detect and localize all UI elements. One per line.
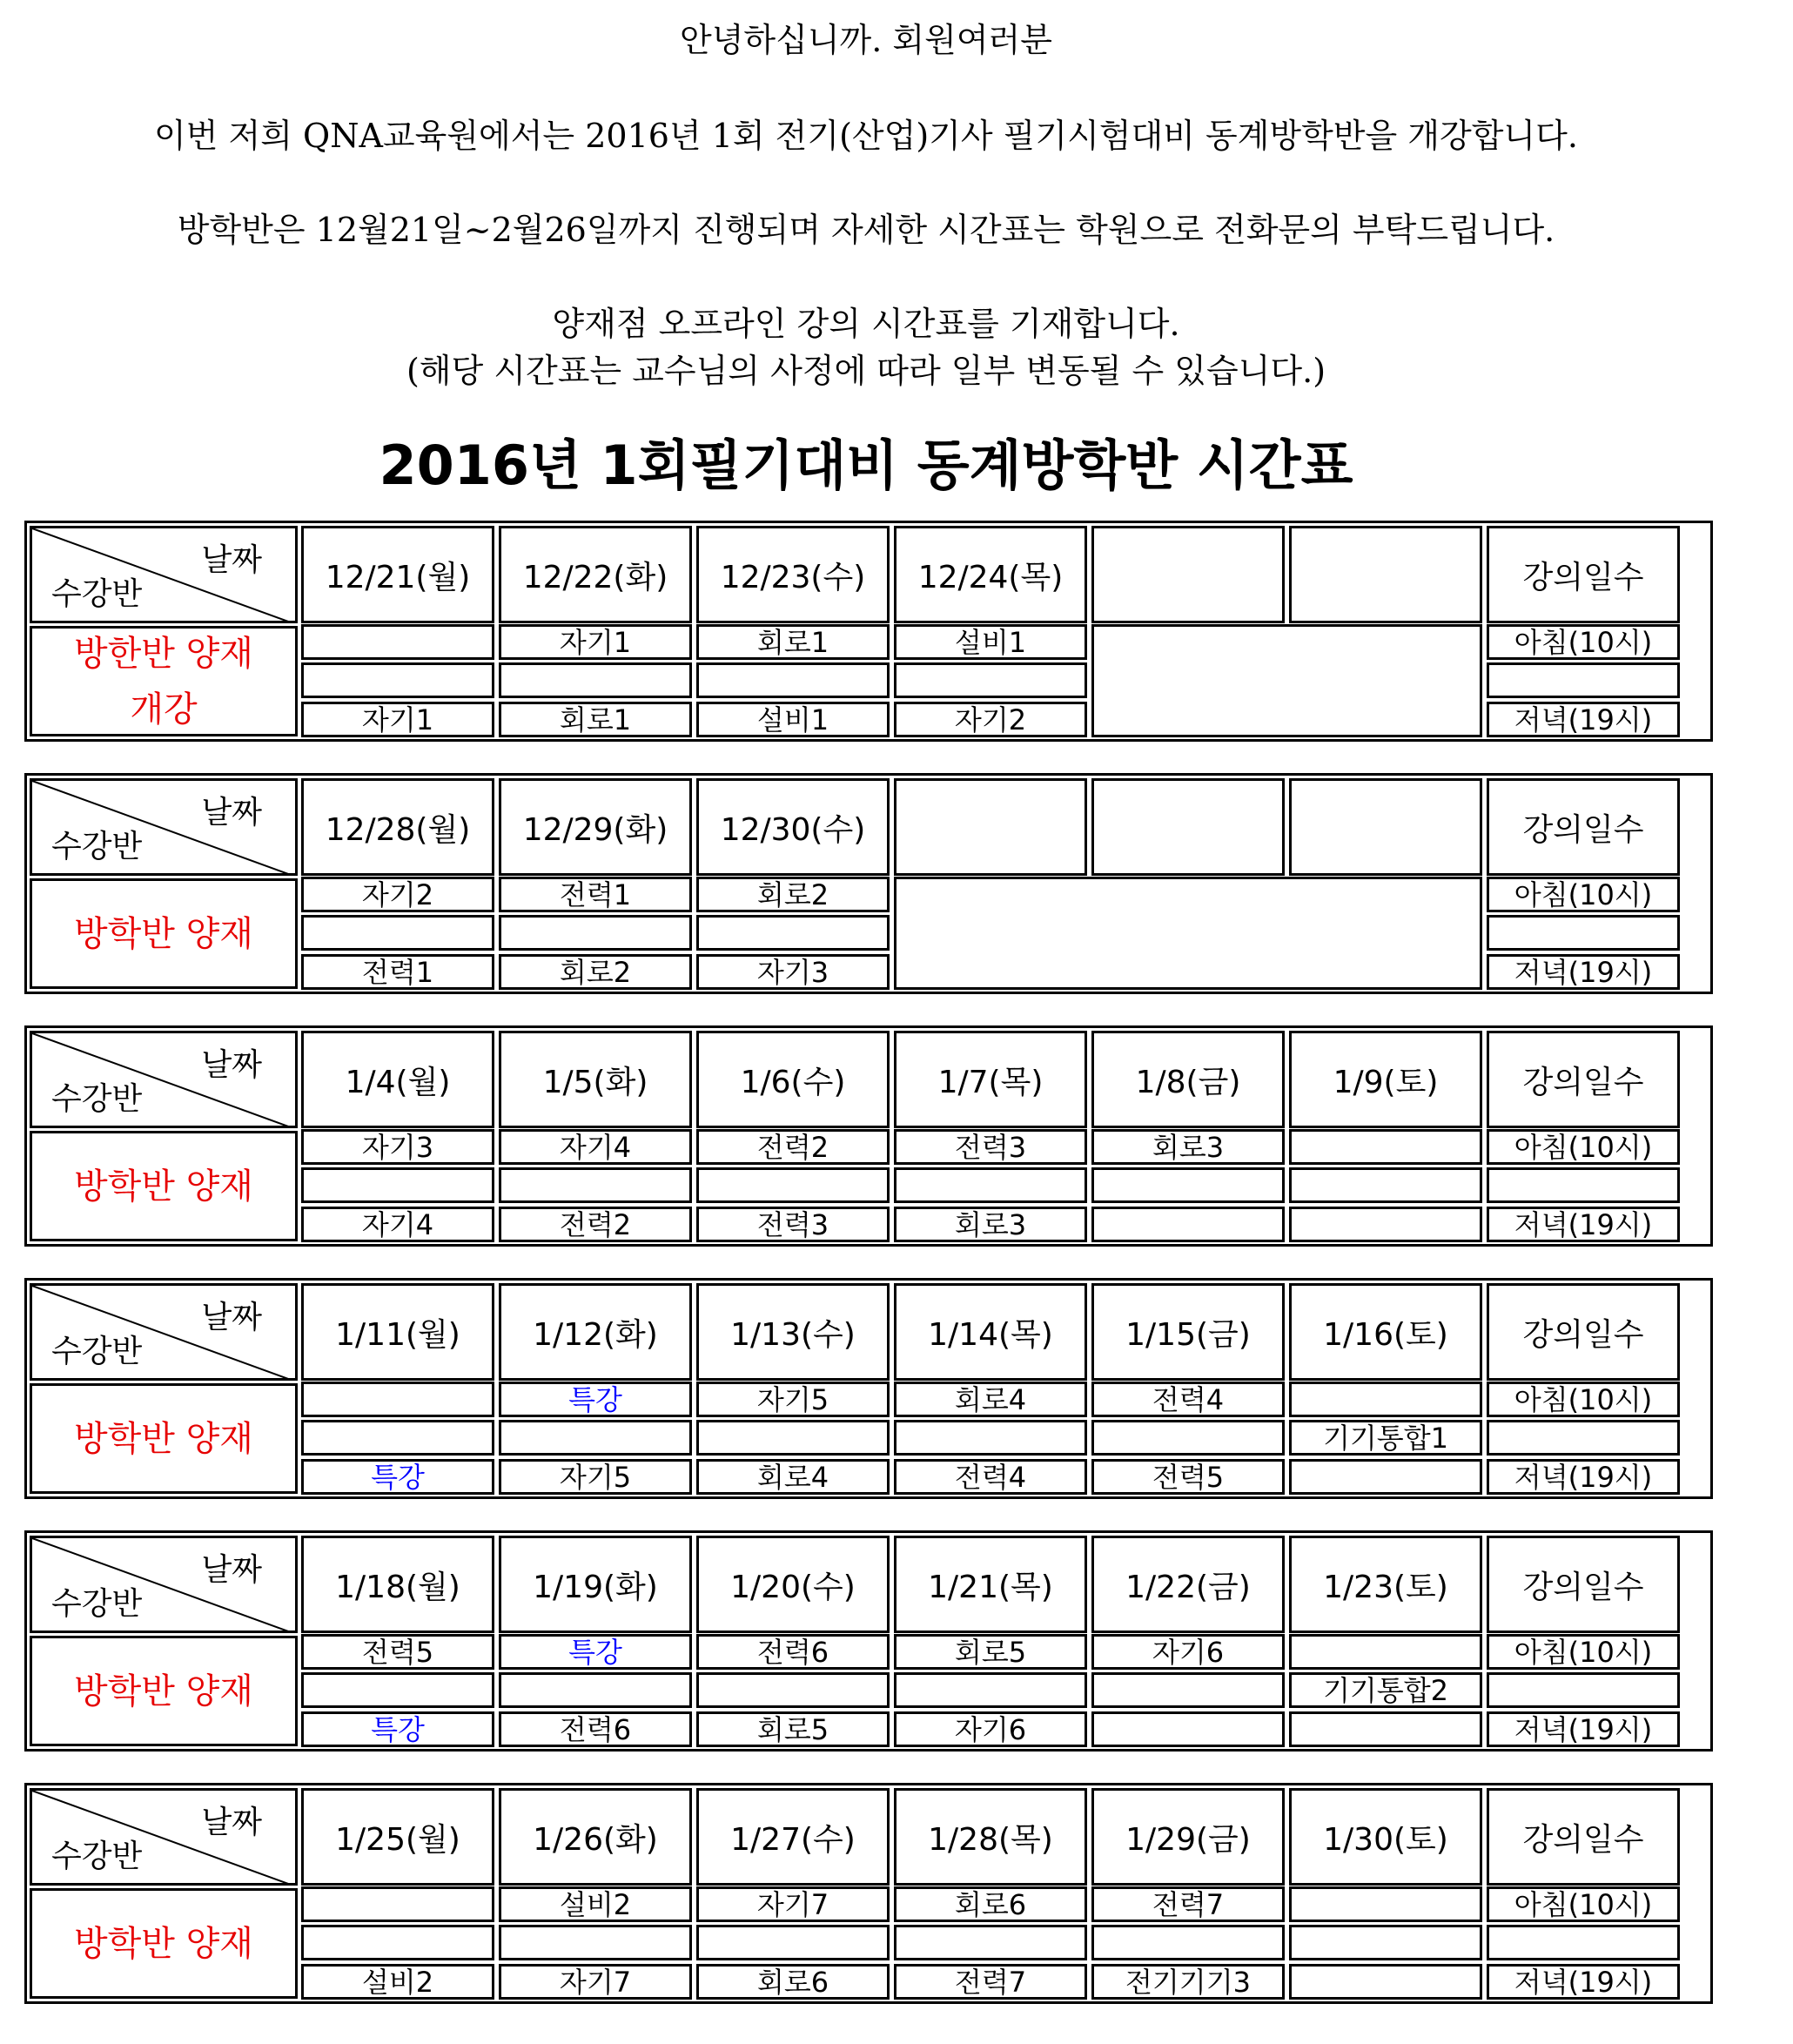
date-header: 1/14(목) <box>894 1283 1087 1381</box>
date-label: 날짜 <box>201 1300 262 1335</box>
date-header <box>1091 526 1285 623</box>
empty-merged-cell <box>894 877 1482 990</box>
class-name <box>30 878 298 989</box>
date-header: 1/26(화) <box>499 1788 692 1886</box>
date-header: 12/21(월) <box>301 526 494 623</box>
session-cell <box>301 1382 494 1417</box>
class-name-line: 방학반 양재 <box>74 1418 253 1459</box>
date-header: 1/11(월) <box>301 1283 494 1381</box>
page-title: 2016년 1회필기대비 동계방학반 시간표 <box>379 434 1353 497</box>
empty-merged-cell <box>1091 624 1482 737</box>
week-table <box>24 1530 1713 1752</box>
morning-slot-label: 아침(10시) <box>1487 1129 1680 1165</box>
intro-line-3: 양재점 오프라인 강의 시간표를 기재합니다. <box>552 305 1180 343</box>
session-cell: 자기1 <box>499 624 692 660</box>
date-header <box>1289 778 1482 876</box>
session-cell: 전력7 <box>1091 1886 1285 1922</box>
session-cell <box>1289 1634 1482 1670</box>
session-cell: 자기4 <box>301 1207 494 1242</box>
date-header: 1/16(토) <box>1289 1283 1482 1381</box>
session-cell: 전력1 <box>301 954 494 990</box>
week-table <box>24 1783 1713 2004</box>
class-label: 수강반 <box>51 1839 143 1874</box>
evening-slot-label: 저녁(19시) <box>1487 1711 1680 1747</box>
greeting: 안녕하십니까. 회원여러분 <box>680 21 1052 59</box>
evening-slot-label: 저녁(19시) <box>1487 1207 1680 1242</box>
class-label: 수강반 <box>51 576 143 612</box>
session-cell <box>301 1420 494 1456</box>
session-cell: 특강 <box>301 1459 494 1495</box>
session-cell <box>1289 1925 1482 1960</box>
session-cell <box>1289 1964 1482 2000</box>
session-cell <box>696 915 890 951</box>
class-label: 수강반 <box>51 1586 143 1622</box>
session-cell <box>1289 1207 1482 1242</box>
session-cell: 특강 <box>301 1711 494 1747</box>
session-cell: 설비1 <box>894 624 1087 660</box>
session-cell: 자기7 <box>499 1964 692 2000</box>
session-cell: 자기4 <box>499 1129 692 1165</box>
date-header: 12/30(수) <box>696 778 890 876</box>
date-header: 12/29(화) <box>499 778 692 876</box>
date-header: 1/23(토) <box>1289 1536 1482 1633</box>
session-cell <box>499 915 692 951</box>
date-header: 1/20(수) <box>696 1536 890 1633</box>
session-cell <box>1289 1129 1482 1165</box>
session-cell <box>1289 1167 1482 1203</box>
lecture-days-header: 강의일수 <box>1487 778 1680 876</box>
date-header: 12/24(목) <box>894 526 1087 623</box>
session-cell: 특강 <box>499 1382 692 1417</box>
session-cell <box>894 1420 1087 1456</box>
date-header: 1/21(목) <box>894 1536 1087 1633</box>
session-cell: 자기5 <box>696 1382 890 1417</box>
session-cell <box>1289 1886 1482 1922</box>
evening-slot-label: 저녁(19시) <box>1487 1964 1680 2000</box>
class-label: 수강반 <box>51 829 143 864</box>
intro-line-1: 이번 저희 QNA교육원에서는 2016년 1회 전기(산업)기사 필기시험대비 동계방학반을 개강합니다. <box>154 117 1578 155</box>
corner-cell <box>30 778 298 876</box>
empty-slot <box>1487 1672 1680 1708</box>
session-cell <box>1289 1382 1482 1417</box>
session-cell <box>894 1672 1087 1708</box>
session-cell <box>894 1925 1087 1960</box>
session-cell: 회로2 <box>696 877 890 912</box>
session-cell: 전기기기3 <box>1091 1964 1285 2000</box>
date-header: 1/19(화) <box>499 1536 692 1633</box>
corner-cell <box>30 526 298 623</box>
session-cell: 회로2 <box>499 954 692 990</box>
empty-slot <box>1487 1167 1680 1203</box>
corner-cell <box>30 1031 298 1128</box>
morning-slot-label: 아침(10시) <box>1487 1634 1680 1670</box>
session-cell <box>696 1672 890 1708</box>
corner-cell <box>30 1788 298 1886</box>
evening-slot-label: 저녁(19시) <box>1487 1459 1680 1495</box>
class-name <box>30 626 298 736</box>
session-cell: 전력6 <box>696 1634 890 1670</box>
date-header: 1/7(목) <box>894 1031 1087 1128</box>
session-cell <box>1289 1459 1482 1495</box>
date-header: 1/9(토) <box>1289 1031 1482 1128</box>
session-cell <box>1091 1672 1285 1708</box>
date-label: 날짜 <box>201 1552 262 1588</box>
session-cell <box>499 1167 692 1203</box>
session-cell: 자기1 <box>301 702 494 737</box>
session-cell <box>1091 1925 1285 1960</box>
week-table <box>24 521 1713 742</box>
date-header <box>1091 778 1285 876</box>
session-cell: 설비2 <box>301 1964 494 2000</box>
week-table <box>24 1025 1713 1247</box>
date-header: 1/29(금) <box>1091 1788 1285 1886</box>
session-cell <box>301 662 494 698</box>
empty-slot <box>1487 915 1680 951</box>
date-header: 1/27(수) <box>696 1788 890 1886</box>
week-table <box>24 773 1713 994</box>
session-cell: 자기6 <box>1091 1634 1285 1670</box>
date-header: 1/6(수) <box>696 1031 890 1128</box>
morning-slot-label: 아침(10시) <box>1487 1382 1680 1417</box>
date-label: 날짜 <box>201 542 262 578</box>
class-name-line: 방학반 양재 <box>74 1166 253 1207</box>
session-cell: 자기7 <box>696 1886 890 1922</box>
date-header: 12/28(월) <box>301 778 494 876</box>
date-header: 1/13(수) <box>696 1283 890 1381</box>
date-header: 1/15(금) <box>1091 1283 1285 1381</box>
session-cell: 전력4 <box>894 1459 1087 1495</box>
date-header <box>894 778 1087 876</box>
session-cell <box>301 1886 494 1922</box>
session-cell: 전력5 <box>1091 1459 1285 1495</box>
session-cell <box>301 915 494 951</box>
date-header <box>1289 526 1482 623</box>
session-cell: 특강 <box>499 1634 692 1670</box>
evening-slot-label: 저녁(19시) <box>1487 702 1680 737</box>
class-name <box>30 1888 298 1999</box>
session-cell: 전력5 <box>301 1634 494 1670</box>
session-cell <box>301 1925 494 1960</box>
class-name-line: 방학반 양재 <box>74 913 253 954</box>
session-cell: 전력3 <box>696 1207 890 1242</box>
date-header: 1/30(토) <box>1289 1788 1482 1886</box>
lecture-days-header: 강의일수 <box>1487 1788 1680 1886</box>
session-cell: 자기3 <box>696 954 890 990</box>
date-header: 1/12(화) <box>499 1283 692 1381</box>
date-header: 12/23(수) <box>696 526 890 623</box>
session-cell <box>696 1167 890 1203</box>
session-cell: 기기통합2 <box>1289 1672 1482 1708</box>
session-cell: 자기2 <box>301 877 494 912</box>
class-label: 수강반 <box>51 1334 143 1369</box>
session-cell: 전력2 <box>696 1129 890 1165</box>
session-cell: 회로4 <box>894 1382 1087 1417</box>
session-cell <box>499 1925 692 1960</box>
class-name-line: 방학반 양재 <box>74 1671 253 1711</box>
session-cell: 전력6 <box>499 1711 692 1747</box>
class-name-line: 개강 <box>130 689 198 730</box>
session-cell <box>301 624 494 660</box>
date-header: 1/28(목) <box>894 1788 1087 1886</box>
session-cell <box>696 1420 890 1456</box>
intro-line-4: (해당 시간표는 교수님의 사정에 따라 일부 변동될 수 있습니다.) <box>406 352 1326 390</box>
session-cell: 설비1 <box>696 702 890 737</box>
session-cell: 전력2 <box>499 1207 692 1242</box>
session-cell: 전력1 <box>499 877 692 912</box>
session-cell <box>1091 1207 1285 1242</box>
session-cell: 자기6 <box>894 1711 1087 1747</box>
session-cell: 자기5 <box>499 1459 692 1495</box>
date-header: 1/5(화) <box>499 1031 692 1128</box>
empty-slot <box>1487 1925 1680 1960</box>
session-cell: 회로4 <box>696 1459 890 1495</box>
session-cell <box>894 1167 1087 1203</box>
class-name <box>30 1383 298 1494</box>
evening-slot-label: 저녁(19시) <box>1487 954 1680 990</box>
class-label: 수강반 <box>51 1081 143 1117</box>
class-name-line: 방한반 양재 <box>74 633 253 674</box>
date-label: 날짜 <box>201 1805 262 1840</box>
date-header: 1/25(월) <box>301 1788 494 1886</box>
empty-slot <box>1487 662 1680 698</box>
session-cell <box>301 1167 494 1203</box>
class-name <box>30 1131 298 1241</box>
class-name-line: 방학반 양재 <box>74 1923 253 1964</box>
session-cell <box>696 1925 890 1960</box>
session-cell <box>499 662 692 698</box>
session-cell <box>301 1672 494 1708</box>
lecture-days-header: 강의일수 <box>1487 1031 1680 1128</box>
lecture-days-header: 강의일수 <box>1487 1283 1680 1381</box>
date-header: 1/8(금) <box>1091 1031 1285 1128</box>
week-table <box>24 1278 1713 1499</box>
session-cell: 회로3 <box>1091 1129 1285 1165</box>
corner-cell <box>30 1283 298 1381</box>
session-cell <box>1091 1420 1285 1456</box>
session-cell <box>1091 1167 1285 1203</box>
session-cell <box>499 1672 692 1708</box>
date-header: 12/22(화) <box>499 526 692 623</box>
date-label: 날짜 <box>201 795 262 830</box>
session-cell <box>894 662 1087 698</box>
session-cell: 회로1 <box>696 624 890 660</box>
session-cell: 회로5 <box>696 1711 890 1747</box>
session-cell: 기기통합1 <box>1289 1420 1482 1456</box>
date-label: 날짜 <box>201 1047 262 1083</box>
session-cell: 자기3 <box>301 1129 494 1165</box>
session-cell <box>696 662 890 698</box>
lecture-days-header: 강의일수 <box>1487 1536 1680 1633</box>
morning-slot-label: 아침(10시) <box>1487 624 1680 660</box>
session-cell: 회로5 <box>894 1634 1087 1670</box>
session-cell <box>499 1420 692 1456</box>
session-cell: 전력4 <box>1091 1382 1285 1417</box>
date-header: 1/4(월) <box>301 1031 494 1128</box>
lecture-days-header: 강의일수 <box>1487 526 1680 623</box>
session-cell: 회로1 <box>499 702 692 737</box>
session-cell: 설비2 <box>499 1886 692 1922</box>
class-name <box>30 1636 298 1746</box>
session-cell: 전력3 <box>894 1129 1087 1165</box>
morning-slot-label: 아침(10시) <box>1487 1886 1680 1922</box>
intro-line-2: 방학반은 12월21일~2월26일까지 진행되며 자세한 시간표는 학원으로 전화문의 부탁드립니다. <box>177 211 1555 249</box>
session-cell: 회로3 <box>894 1207 1087 1242</box>
session-cell: 전력7 <box>894 1964 1087 2000</box>
morning-slot-label: 아침(10시) <box>1487 877 1680 912</box>
empty-slot <box>1487 1420 1680 1456</box>
corner-cell <box>30 1536 298 1633</box>
session-cell: 자기2 <box>894 702 1087 737</box>
session-cell: 회로6 <box>696 1964 890 2000</box>
session-cell <box>1091 1711 1285 1747</box>
session-cell: 회로6 <box>894 1886 1087 1922</box>
session-cell <box>1289 1711 1482 1747</box>
date-header: 1/18(월) <box>301 1536 494 1633</box>
date-header: 1/22(금) <box>1091 1536 1285 1633</box>
